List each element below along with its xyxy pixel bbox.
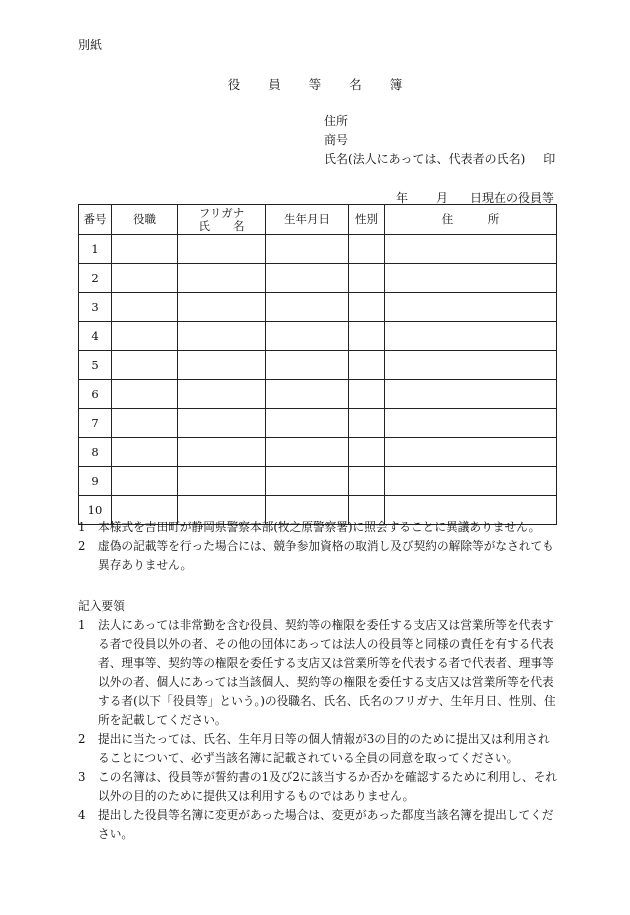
applicant-fields (324, 112, 555, 169)
position-cell[interactable] (112, 351, 178, 380)
officer-roster-table (78, 204, 557, 525)
position-cell[interactable] (112, 467, 178, 496)
guide-heading: 記入要領 (78, 599, 125, 613)
guide-text: 法人にあっては非常勤を含む役員、契約等の権限を委任する支店又は営業所等を代表する者で役員以外の者、その他の団体にあっては法人の役員等と同様の責任を有する代表者、理事等、契約等の権限を委任する支店又は営業所等を代表する者で代表者、理事等以外の者、個人にあっては当該個人、契約等の権限を委任する支店又は営業所等を代表する者(以下「役員等」という。)の役職名、氏名、氏名のフリガナ、生年月日、性別、住所を記載してください。 (98, 618, 556, 727)
table-row (79, 235, 557, 264)
gender-cell[interactable] (349, 380, 385, 409)
birthdate-cell[interactable] (266, 322, 349, 351)
position-cell[interactable] (112, 293, 178, 322)
position-cell[interactable] (112, 409, 178, 438)
month-label: 月 (435, 191, 448, 205)
table-header-row (79, 205, 557, 235)
col-gender: 性別 (349, 205, 385, 235)
col-position: 役職 (112, 205, 178, 235)
title-char: 等 (308, 77, 322, 92)
table-row (79, 322, 557, 351)
row-number: 2 (79, 264, 112, 293)
gender-cell[interactable] (349, 293, 385, 322)
gender-cell[interactable] (349, 322, 385, 351)
address-cell[interactable] (385, 438, 557, 467)
guide-text: 提出に当たっては、氏名、生年月日等の個人情報が3の目的のために提出又は利用されることについて、必ず当該名簿に記載されている全員の同意を取ってください。 (98, 732, 550, 765)
row-number: 9 (79, 467, 112, 496)
address-label: 住所 (324, 114, 349, 128)
row-number: 10 (79, 496, 112, 525)
birthdate-cell[interactable] (266, 438, 349, 467)
annex-label: 別紙 (78, 38, 103, 52)
row-number: 5 (79, 351, 112, 380)
name-cell[interactable] (178, 322, 266, 351)
note-number: 2 (78, 539, 86, 553)
note-text: 本様式を吉田町が静岡県警察本部(牧之原警察署)に照会することに異議ありません。 (98, 520, 541, 534)
row-number: 3 (79, 293, 112, 322)
guide-item (78, 730, 558, 768)
gender-cell[interactable] (349, 235, 385, 264)
address-cell[interactable] (385, 264, 557, 293)
position-cell[interactable] (112, 264, 178, 293)
title-char: 簿 (389, 77, 403, 92)
name-cell[interactable] (178, 438, 266, 467)
name-cell[interactable] (178, 235, 266, 264)
table-row (79, 293, 557, 322)
row-number: 1 (79, 235, 112, 264)
address-cell[interactable] (385, 380, 557, 409)
table-row (79, 351, 557, 380)
col-name-label: 氏 名 (198, 218, 245, 233)
guide-number: 3 (78, 770, 86, 784)
address-cell[interactable] (385, 351, 557, 380)
address-cell[interactable] (385, 293, 557, 322)
gender-cell[interactable] (349, 264, 385, 293)
guide-text: この名簿は、役員等が誓約書の1及び2に該当するか否かを確認するために利用し、それ以外の目的のために提供又は利用するものではありません。 (98, 770, 557, 803)
table-row (79, 409, 557, 438)
table-row (79, 264, 557, 293)
name-cell[interactable] (178, 293, 266, 322)
birthdate-cell[interactable] (266, 351, 349, 380)
col-address: 住 所 (385, 205, 557, 235)
guide-item (78, 768, 558, 806)
seal-mark: 印 (543, 152, 556, 166)
birthdate-cell[interactable] (266, 293, 349, 322)
col-number: 番号 (79, 205, 112, 235)
title-char: 名 (349, 77, 362, 92)
address-cell[interactable] (385, 235, 557, 264)
company-label: 商号 (324, 133, 349, 147)
guide-number: 4 (78, 808, 86, 822)
gender-cell[interactable] (349, 351, 385, 380)
guide-item (78, 806, 558, 844)
representative-label: 氏名(法人にあっては、代表者の氏名) (324, 152, 526, 166)
row-number: 4 (79, 322, 112, 351)
title-char: 役 (227, 77, 241, 92)
row-number: 7 (79, 409, 112, 438)
name-cell[interactable] (178, 351, 266, 380)
birthdate-cell[interactable] (266, 235, 349, 264)
name-cell[interactable] (178, 380, 266, 409)
name-cell[interactable] (178, 264, 266, 293)
table-row (79, 438, 557, 467)
birthdate-cell[interactable] (266, 380, 349, 409)
address-cell[interactable] (385, 322, 557, 351)
position-cell[interactable] (112, 235, 178, 264)
note-number: 1 (78, 520, 86, 534)
title-char: 員 (268, 77, 281, 92)
representative-line (324, 150, 555, 169)
table-row (79, 380, 557, 409)
name-cell[interactable] (178, 409, 266, 438)
gender-cell[interactable] (349, 438, 385, 467)
col-name (178, 205, 266, 235)
table-row (79, 467, 557, 496)
document-title (0, 75, 630, 93)
address-cell[interactable] (385, 409, 557, 438)
consent-note (78, 518, 558, 537)
gender-cell[interactable] (349, 467, 385, 496)
birthdate-cell[interactable] (266, 264, 349, 293)
col-birthdate: 生年月日 (266, 205, 349, 235)
year-label: 年 (395, 191, 408, 205)
birthdate-cell[interactable] (266, 409, 349, 438)
address-cell[interactable] (385, 467, 557, 496)
guide-text: 提出した役員等名簿に変更があった場合は、変更があった都度当該名簿を提出してください。 (98, 808, 554, 841)
as-of-label: 日現在の役員等 (469, 191, 554, 205)
guide-number: 2 (78, 732, 86, 746)
guide-item (78, 616, 558, 730)
col-furigana-label: フリガナ (198, 205, 245, 220)
birthdate-cell[interactable] (266, 467, 349, 496)
position-cell[interactable] (112, 322, 178, 351)
row-number: 6 (79, 380, 112, 409)
gender-cell[interactable] (349, 409, 385, 438)
position-cell[interactable] (112, 380, 178, 409)
position-cell[interactable] (112, 438, 178, 467)
consent-note (78, 537, 558, 575)
name-cell[interactable] (178, 467, 266, 496)
guide-number: 1 (78, 618, 86, 632)
note-text: 虚偽の記載等を行った場合には、競争参加資格の取消し及び契約の解除等がなされても異存ありません。 (98, 539, 554, 572)
notes-section (78, 518, 558, 844)
row-number: 8 (79, 438, 112, 467)
